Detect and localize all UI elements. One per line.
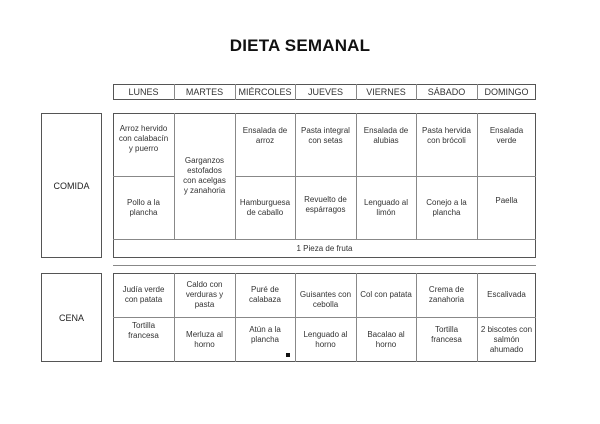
comida-jueves-first: Pasta integral con setas (301, 126, 350, 145)
cena-martes-first: Caldo con verduras y pasta (185, 280, 224, 309)
cena-domingo-first: Escalivada (487, 290, 526, 299)
page-title: DIETA SEMANAL (229, 36, 371, 55)
day-header-jueves: JUEVES (307, 87, 343, 97)
cena-sabado-second: Tortilla francesa (431, 325, 462, 344)
cena-lunes-second: Tortilla francesa (128, 321, 159, 340)
header-divider (356, 84, 357, 100)
comida-lunes-first: Arroz hervido con calabacín y puerro (118, 124, 169, 153)
day-header-lunes: LUNES (128, 87, 159, 97)
cena-domingo-second: 2 biscotes con salmón ahumado (480, 325, 533, 354)
section-separator (113, 265, 536, 266)
comida-fruit-row: 1 Pieza de fruta (296, 244, 353, 253)
comida-domingo-first: Ensalada verde (489, 126, 524, 145)
cena-viernes-second: Bacalao al horno (367, 330, 405, 349)
day-header-martes: MARTES (185, 87, 224, 97)
comida-sabado-second: Conejo a la plancha (426, 198, 467, 217)
header-divider (235, 84, 236, 100)
cena-jueves-first: Guisantes con cebolla (299, 290, 352, 309)
header-divider (295, 84, 296, 100)
comida-domingo-second: Paella (495, 196, 518, 205)
cena-lunes-first: Judía verde con patata (122, 285, 165, 304)
comida-miercoles-second: Hamburguesa de caballo (239, 198, 291, 217)
comida-viernes-second: Lenguado al limón (363, 198, 409, 217)
comida-lunes-second: Pollo a la plancha (127, 198, 160, 217)
comida-viernes-first: Ensalada de alubias (363, 126, 409, 145)
header-divider (174, 84, 175, 100)
header-divider (416, 84, 417, 100)
day-header-miercoles: MIÉRCOLES (238, 87, 292, 97)
cena-sabado-first: Crema de zanahoria (428, 285, 465, 304)
header-divider (477, 84, 478, 100)
marker-dot (286, 353, 290, 357)
day-header-sabado: SÁBADO (427, 87, 466, 97)
cena-miercoles-second: Atún a la plancha (249, 325, 281, 344)
comida-jueves-second: Revuelto de espárragos (304, 195, 347, 214)
cena-martes-second: Merluza al horno (186, 330, 223, 349)
comida-label: COMIDA (41, 113, 102, 258)
comida-martes: Garganzos estofados con acelgas y zanahoria (183, 156, 226, 195)
cena-miercoles-first: Puré de calabaza (248, 285, 282, 304)
comida-miercoles-first: Ensalada de arroz (242, 126, 288, 145)
cena-viernes-first: Col con patata (360, 290, 412, 299)
cena-jueves-second: Lenguado al horno (303, 330, 348, 349)
day-header-viernes: VIERNES (366, 87, 406, 97)
cena-label: CENA (41, 273, 102, 362)
comida-sabado-first: Pasta hervida con brócoli (422, 126, 471, 145)
day-header-domingo: DOMINGO (484, 87, 529, 97)
